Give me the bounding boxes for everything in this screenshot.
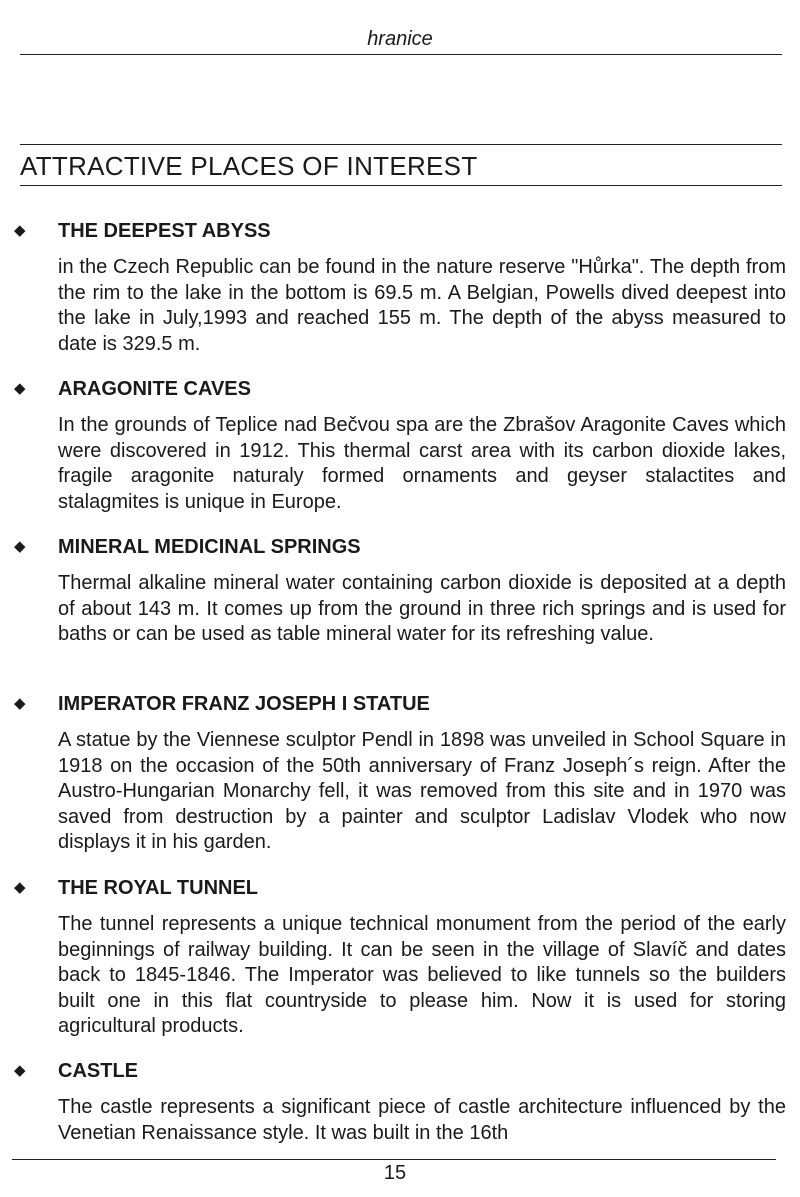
bullet-diamond-icon: ◆ [14,222,26,239]
entry-body: The castle represents a significant piece of castle architecture influenced by the Venetian Renaissance style. It was built in the 16th [58,1096,786,1144]
entry-deepest-abyss [14,219,786,357]
entry-body: in the Czech Republic can be found in the nature reserve "Hůrka". The depth from the rim to the lake in the bottom is 69.5 m. A Belgian, Powells dived deepest into the lake in July,1993 and reached 155 m. The depth of the abyss measured to date is 329.5 m. [58,256,786,355]
bullet-diamond-icon: ◆ [14,695,26,712]
bullet-diamond-icon: ◆ [14,380,26,397]
bullet-diamond-icon: ◆ [14,1062,26,1079]
section-bottom-rule [20,185,782,186]
entry-castle [14,1059,786,1146]
entry-mineral-springs [14,535,786,648]
entry-body: A statue by the Viennese sculptor Pendl in 1898 was unveiled in School Square in 1918 on the occasion of the 50th anniversary of Franz Joseph´s reign. After the Austro-Hungarian Monarchy fell, it was removed from this site and in 1970 was saved from destruction by a painter and sculptor Ladislav Vlodek who now displays it in his garden. [58,729,786,853]
section-top-rule [20,144,782,145]
entry-title: ARAGONITE CAVES [58,378,251,400]
entry-title: THE DEEPEST ABYSS [58,220,271,242]
entry-body: Thermal alkaline mineral water containing carbon dioxide is deposited at a depth of about 143 m. It comes up from the ground in three rich springs and is used for baths or can be used as table mineral water for its refreshing value. [58,572,786,645]
bullet-diamond-icon: ◆ [14,879,26,896]
entry-title: IMPERATOR FRANZ JOSEPH I STATUE [58,693,430,715]
entry-body: In the grounds of Teplice nad Bečvou spa are the Zbrašov Aragonite Caves which were discovered in 1912. This thermal carst area with its carbon dioxide lakes, fragile aragonite naturaly formed ornaments and geyser stalactites and stalagmites is unique in Europe. [58,414,786,513]
entry-title: CASTLE [58,1060,138,1082]
entry-aragonite-caves [14,377,786,515]
footer-rule [12,1159,776,1160]
running-header: hranice [367,28,433,50]
section-title: ATTRACTIVE PLACES OF INTEREST [20,151,478,181]
header-rule [20,54,782,55]
entry-royal-tunnel [14,876,786,1040]
page-number: 15 [383,1162,407,1184]
entry-title: THE ROYAL TUNNEL [58,877,259,899]
entry-franz-joseph-statue [14,692,786,856]
entry-body: The tunnel represents a unique technical monument from the period of the early beginnings of railway building. It can be seen in the village of Slavíč and dates back to 1845-1846. The Imperator was believed to like tunnels so the builders built one in this flat countryside to please him. Now it is used for storing agricultural products. [58,913,786,1037]
entry-title: MINERAL MEDICINAL SPRINGS [58,536,361,558]
bullet-diamond-icon: ◆ [14,538,26,555]
